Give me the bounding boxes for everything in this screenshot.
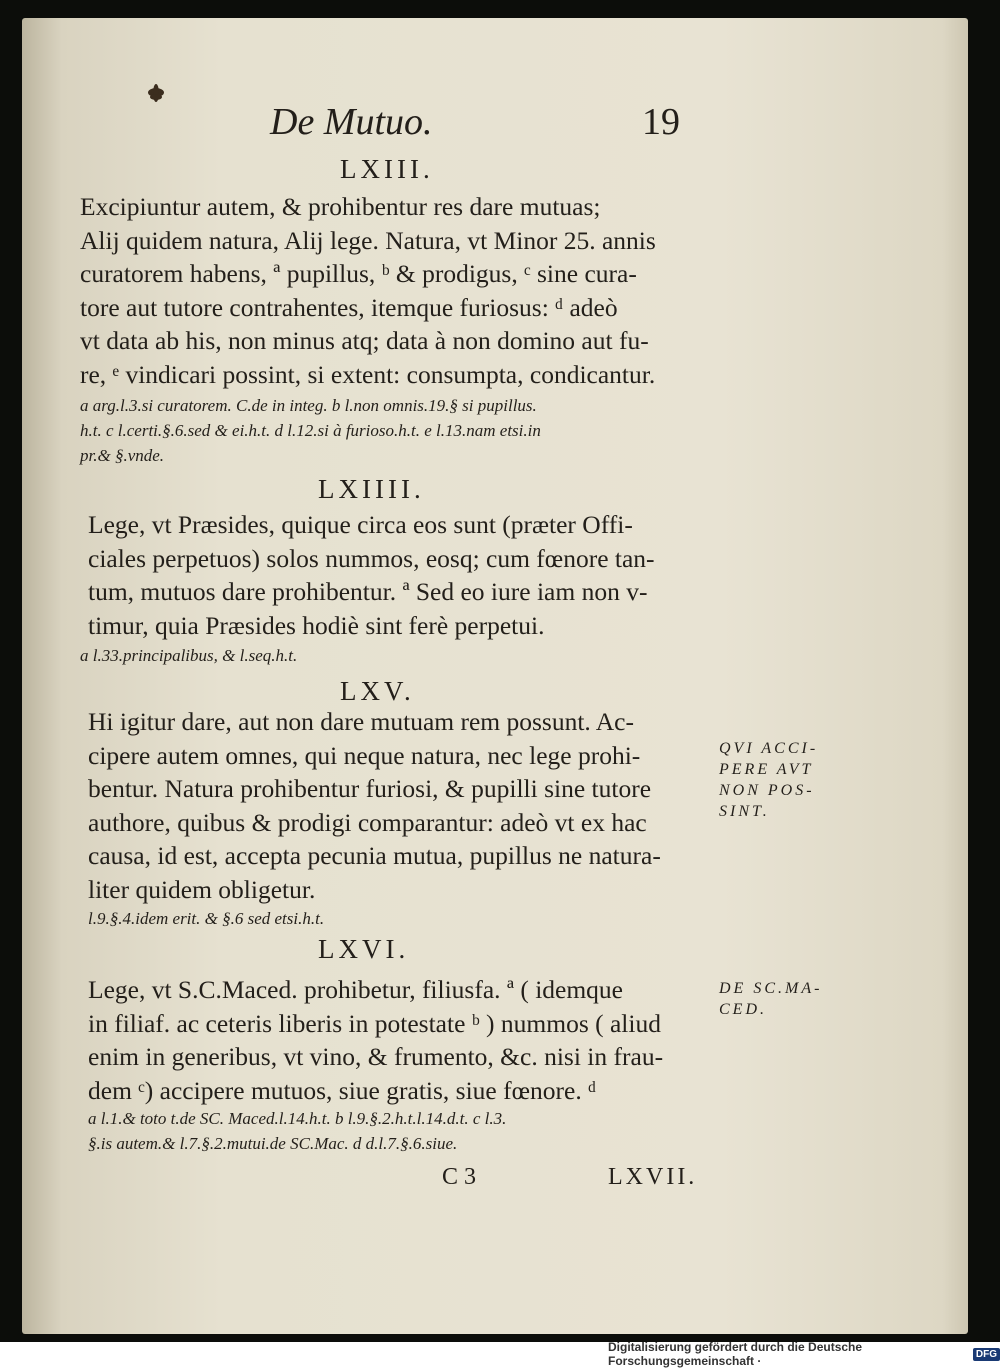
note-line: a arg.l.3.si curatorem. C.de in integ. b l.non omnis.19.§ si pupillus. — [80, 396, 537, 415]
note-line: pr.& §.vnde. — [80, 446, 165, 465]
section-body — [80, 190, 656, 391]
section-body — [88, 973, 663, 1107]
marginal-note — [719, 738, 818, 822]
text-line: bentur. Natura prohibentur furiosi, & pupilli sine tutore — [88, 774, 652, 803]
text-line: Lege, vt S.C.Maced. prohibetur, filiusfa. ª ( idemque — [88, 975, 624, 1004]
text-line: enim in generibus, vt vino, & frumento, &c. nisi in frau- — [88, 1042, 664, 1071]
text-line: cipere autem omnes, qui neque natura, nec lege prohi- — [88, 740, 641, 770]
section-heading: LXIII. — [340, 154, 434, 184]
text-line: vt data ab his, non minus atq; data à non domino aut fu- — [80, 326, 649, 355]
text-line: Alij quidem natura, Alij lege. Natura, vt Minor 25. annis — [80, 225, 656, 255]
margin-line: DE SC.MA- — [719, 980, 823, 997]
text-line: dem ᶜ) accipere mutuos, siue gratis, siue fœnore. ᵈ — [88, 1075, 597, 1105]
note-line: l.9.§.4.idem erit. & §.6 sed etsi.h.t. — [88, 909, 325, 928]
section-heading: LXVI. — [318, 934, 410, 964]
signature-mark: C 3 — [442, 1164, 477, 1190]
footnotes — [80, 643, 297, 668]
digitization-credit — [608, 1340, 1000, 1368]
footnotes — [88, 1106, 506, 1156]
margin-line: NON POS- — [719, 782, 815, 799]
text-line: Excipiuntur autem, & prohibentur res dare mutuas; — [80, 192, 601, 221]
footnotes — [88, 906, 324, 931]
marginal-note — [719, 978, 822, 1020]
text-line: ciales perpetuos) solos nummos, eosq; cum fœnore tan- — [88, 543, 655, 573]
text-line: re, ᵉ vindicari possint, si extent: consumpta, condicantur. — [80, 359, 656, 389]
text-line: curatorem habens, ª pupillus, ᵇ & prodigus, ᶜ sine cura- — [80, 259, 637, 288]
note-line: a l.1.& toto t.de SC. Maced.l.14.h.t. b l.9.§.2.h.t.l.14.d.t. c l.3. — [88, 1109, 507, 1128]
note-line: §.is autem.& l.7.§.2.mutui.de SC.Mac. d d.l.7.§.6.siue. — [88, 1134, 458, 1153]
catchword: LXVII. — [608, 1164, 698, 1190]
section-body — [88, 705, 661, 906]
credit-text: Digitalisierung gefördert durch die Deutsche Forschungsgemeinschaft · — [608, 1340, 863, 1368]
text-line: Hi igitur dare, aut non dare mutuam rem possunt. Ac- — [88, 707, 634, 736]
text-line: Lege, vt Præsides, quique circa eos sunt (præter Offi- — [88, 510, 633, 539]
text-line: causa, id est, accepta pecunia mutua, pupillus ne natura- — [88, 841, 661, 870]
margin-line: PERE AVT — [719, 761, 814, 778]
section-heading: LXV. — [340, 676, 415, 706]
section-heading: LXIIII. — [318, 474, 425, 504]
margin-line: SINT. — [719, 803, 770, 820]
footnotes — [80, 393, 541, 468]
margin-line: CED. — [719, 1001, 767, 1018]
text-line: tum, mutuos dare prohibentur. ª Sed eo iure iam non v- — [88, 577, 648, 606]
text-line: liter quidem obligetur. — [88, 874, 316, 904]
text-line: timur, quia Præsides hodiè sint ferè perpetui. — [88, 610, 545, 640]
text-line: tore aut tutore contrahentes, itemque furiosus: ᵈ adeò — [80, 292, 618, 322]
dfg-logo: DFG — [973, 1348, 1000, 1361]
running-title: De Mutuo. — [270, 101, 433, 143]
margin-line: QVI ACCI- — [719, 740, 819, 757]
note-line: a l.33.principalibus, & l.seq.h.t. — [80, 646, 298, 665]
page-number: 19 — [642, 101, 680, 143]
text-line: authore, quibus & prodigi comparantur: adeò vt ex hac — [88, 807, 647, 837]
section-body — [88, 508, 655, 642]
text-line: in filiaf. ac ceteris liberis in potestate ᵇ ) nummos ( aliud — [88, 1008, 661, 1038]
note-line: h.t. c l.certi.§.6.sed & ei.h.t. d l.12.si à furioso.h.t. e l.13.nam etsi.in — [80, 421, 541, 440]
